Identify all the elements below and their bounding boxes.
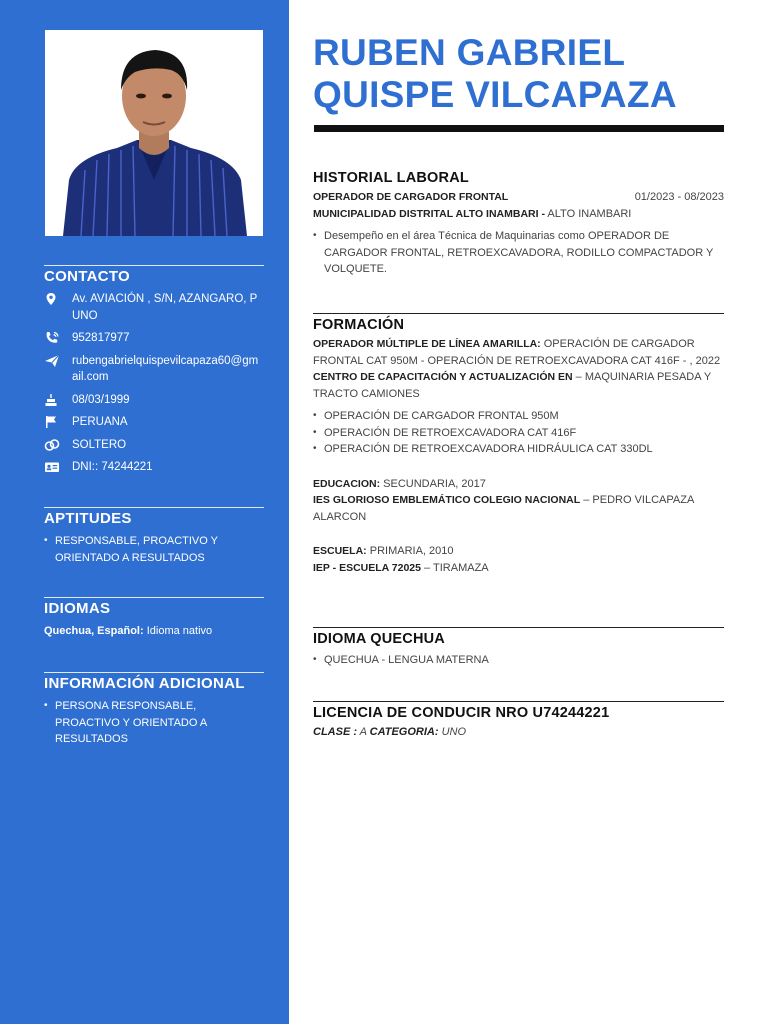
aptitudes-section [44, 507, 264, 566]
institution-2-text: – PEDRO VILCAPAZA ALARCON [313, 494, 694, 523]
contact-phone [44, 330, 264, 347]
idiomas-section [44, 597, 264, 639]
job-title: OPERADOR DE CARGADOR FRONTAL [313, 191, 509, 203]
info-item: • PERSONA RESPONSABLE, PROACTIVO Y ORIENTADO A RESULTADOS [44, 698, 264, 748]
institution-3-text: – TIRAMAZA [424, 561, 489, 574]
institution-2 [313, 492, 724, 525]
institution-3 [313, 560, 724, 577]
education-section [313, 313, 724, 576]
rings-icon [44, 437, 72, 453]
degree-2-label: EDUCACION: [313, 477, 381, 490]
aptitudes-title: APTITUDES [44, 510, 132, 527]
work-history-title: HISTORIAL LABORAL [313, 170, 469, 186]
employer-line [313, 206, 724, 223]
contact-address [44, 291, 264, 324]
job-header [313, 189, 724, 206]
institution-2-label: IES GLORIOSO EMBLEMÁTICO COLEGIO NACIONAL [313, 494, 581, 506]
employer-name: MUNICIPALIDAD DISTRITAL ALTO INAMBARI - [313, 207, 545, 220]
employer-location: ALTO INAMBARI [547, 207, 632, 220]
info-section [44, 672, 264, 748]
quechua-section [313, 627, 724, 669]
address-text: Av. AVIACIÓN , S/N, AZANGARO, PUNO [72, 293, 258, 322]
birthdate-text: 08/03/1999 [72, 393, 130, 406]
course-item: • OPERACIÓN DE RETROEXCAVADORA CAT 416F [313, 425, 724, 442]
name-line-1: RUBEN GABRIEL [313, 32, 626, 73]
degree-3-label: ESCUELA: [313, 545, 367, 557]
marital-status-text: SOLTERO [72, 438, 127, 451]
languages-label: Quechua, Español: [44, 625, 144, 637]
profile-photo [45, 30, 263, 236]
contact-birthdate [44, 392, 264, 409]
candidate-name [313, 32, 677, 116]
id-card-icon [44, 459, 72, 475]
location-icon [44, 291, 72, 307]
degree-2-text: SECUNDARIA, 2017 [383, 477, 486, 490]
person-portrait-icon [45, 30, 263, 236]
work-history-section [313, 170, 724, 278]
course-item: • OPERACIÓN DE RETROEXCAVADORA HIDRÁULICA CAT 330DL [313, 441, 724, 458]
contact-marital-status [44, 437, 264, 454]
job-description: • Desempeño en el área Técnica de Maquinarias como OPERADOR DE CARGADOR FRONTAL, RETROEXCAVADORA, RODILLO COMPACTADOR Y VOLQUETE. [313, 228, 724, 278]
degree-1-label: OPERADOR MÚLTIPLE DE LÍNEA AMARILLA: [313, 338, 541, 350]
name-line-2: QUISPE VILCAPAZA [313, 74, 677, 115]
contact-nationality [44, 414, 264, 431]
sidebar [0, 0, 289, 1024]
dni-text: DNI:: 74244221 [72, 461, 153, 473]
license-title: LICENCIA DE CONDUCIR NRO U74244221 [313, 705, 610, 721]
quechua-title: IDIOMA QUECHUA [313, 631, 445, 647]
flag-icon [44, 414, 72, 430]
send-icon [44, 353, 72, 369]
license-class-label: CLASE : [313, 726, 357, 738]
course-item: • OPERACIÓN DE CARGADOR FRONTAL 950M [313, 408, 724, 425]
job-dates: 01/2023 - 08/2023 [634, 191, 724, 203]
quechua-item: • QUECHUA - LENGUA MATERNA [313, 652, 724, 669]
degree-1 [313, 336, 724, 369]
institution-1-label: CENTRO DE CAPACITACIÓN Y ACTUALIZACIÓN EN [313, 371, 573, 383]
license-details [313, 726, 724, 738]
language-level: Idioma nativo [146, 625, 213, 637]
cake-icon [44, 392, 72, 408]
language-line [44, 623, 264, 639]
nationality-text: PERUANA [72, 416, 128, 428]
contact-title: CONTACTO [44, 268, 131, 285]
license-category-value: UNO [441, 726, 467, 738]
phone-text: 952817977 [72, 332, 130, 344]
license-category-label: CATEGORIA: [369, 726, 439, 738]
degree-1-text: OPERACIÓN DE CARGADOR FRONTAL CAT 950M - OPERACIÓN DE RETROEXCAVADORA CAT 416F - , 2022 [313, 338, 721, 367]
contact-email [44, 353, 264, 386]
degree-3 [313, 543, 724, 560]
degree-2 [313, 476, 724, 493]
info-title: INFORMACIÓN ADICIONAL [44, 675, 245, 692]
institution-3-label: IEP - ESCUELA 72025 [313, 561, 421, 574]
institution-1-text: – MAQUINARIA PESADA Y TRACTO CAMIONES [313, 371, 711, 400]
idiomas-title: IDIOMAS [44, 600, 111, 617]
email-text[interactable]: rubengabrielquispevilcapaza60@gmail.com [72, 354, 259, 383]
institution-1 [313, 369, 724, 402]
license-class-value: A [359, 726, 367, 738]
phone-icon [44, 330, 72, 346]
contact-section [44, 265, 264, 482]
license-section [313, 701, 724, 738]
contact-dni [44, 459, 264, 476]
degree-3-text: PRIMARIA, 2010 [369, 545, 454, 557]
aptitude-item: • RESPONSABLE, PROACTIVO Y ORIENTADO A RESULTADOS [44, 533, 264, 566]
name-divider [314, 125, 724, 132]
education-title: FORMACIÓN [313, 317, 405, 333]
